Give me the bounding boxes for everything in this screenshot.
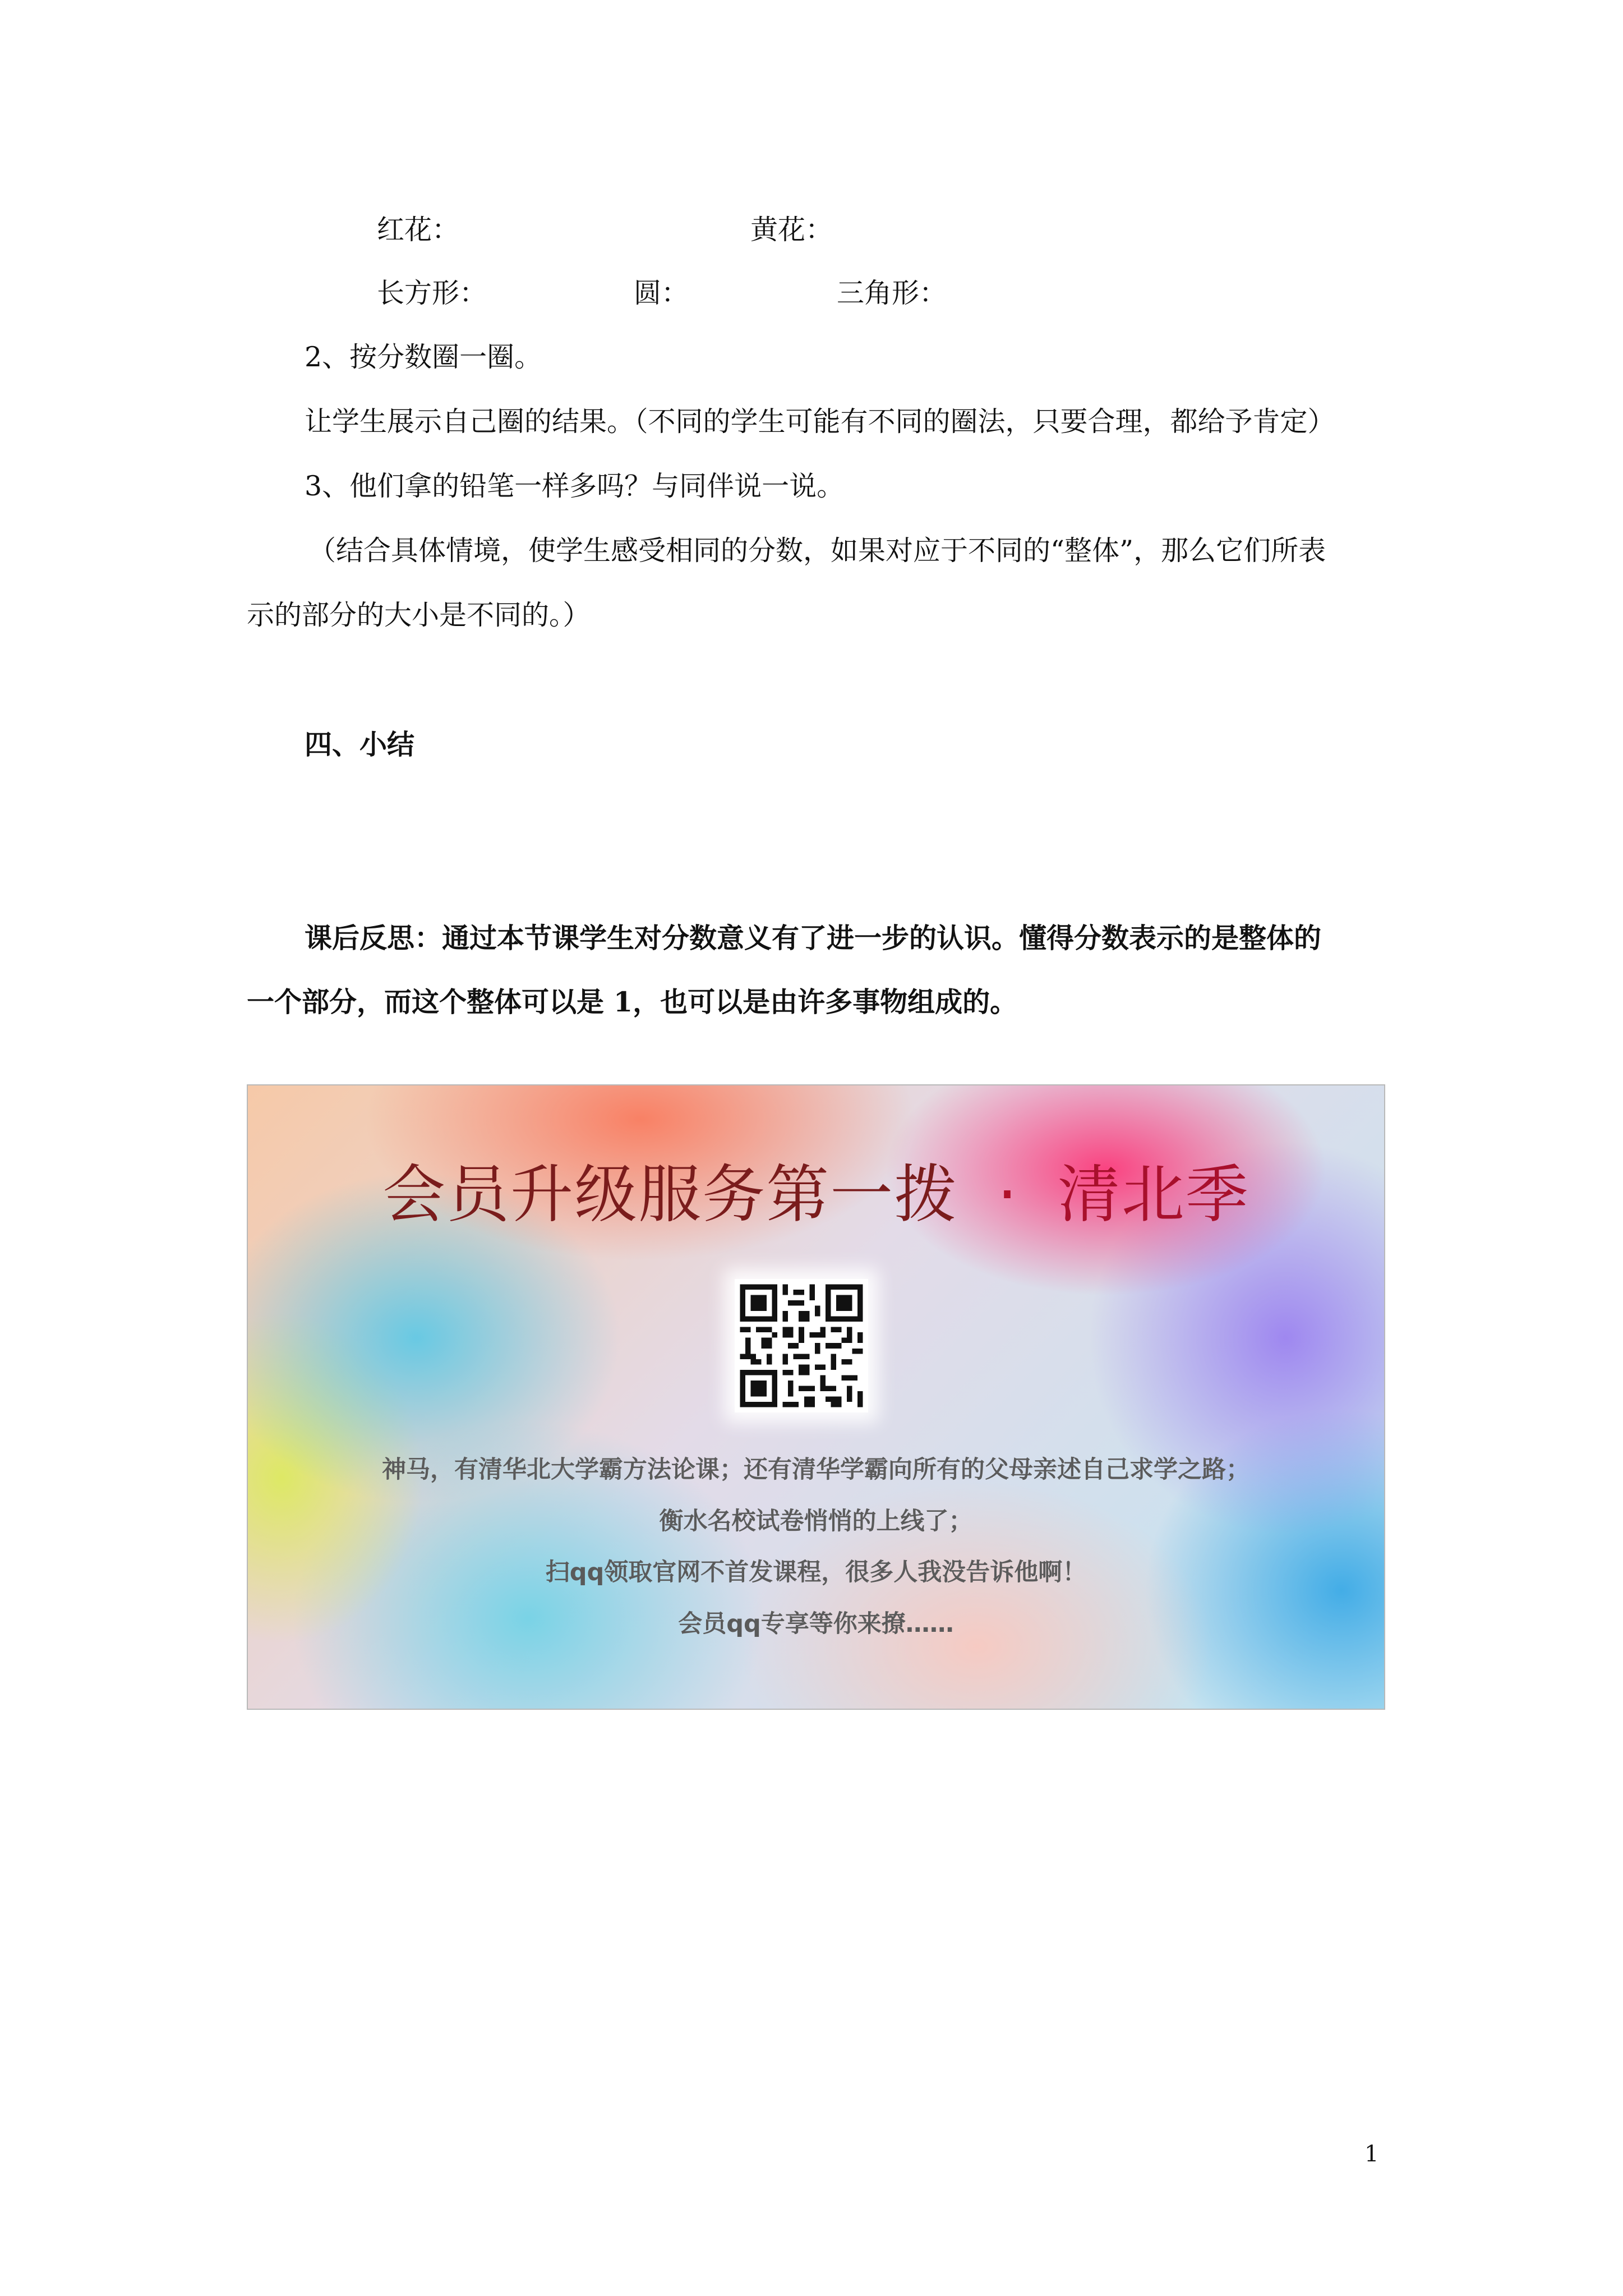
red-flower-label: 红花：	[377, 214, 460, 246]
banner-title	[248, 1158, 1384, 1231]
banner-line1: 神马，有清华北大学霸方法论课；还有清华学霸向所有的父母亲述自己求学之路；	[382, 1456, 1250, 1484]
qr-code-icon[interactable]	[735, 1279, 868, 1412]
triangle-label: 三角形：	[837, 277, 947, 309]
yellow-flower-label: 黄花：	[750, 214, 833, 246]
rectangle-label: 长方形：	[377, 277, 487, 309]
banner-line4: 会员qq专享等你来撩……	[678, 1610, 954, 1638]
summary-heading: 四、小结	[305, 728, 415, 761]
exercise2-heading: 2、按分数圈一圈。	[305, 341, 542, 373]
reflection-line1: 课后反思：通过本节课学生对分数意义有了进一步的认识。懂得分数表示的是整体的	[305, 922, 1322, 954]
banner-title-right: 清北季	[1057, 1158, 1249, 1231]
banner-line3: 扫qq领取官网不首发课程，很多人我没告诉他啊！	[545, 1558, 1087, 1586]
promo-banner[interactable]	[247, 1084, 1385, 1710]
banner-title-separator: ·	[997, 1158, 1018, 1231]
banner-title-left: 会员升级服务第一拨	[382, 1158, 958, 1231]
page-number: 1	[1364, 2141, 1379, 2167]
banner-line2: 衡水名校试卷悄悄的上线了；	[659, 1507, 973, 1535]
exercise3-note-line1: （结合具体情境，使学生感受相同的分数，如果对应于不同的“整体”，那么它们所表	[308, 535, 1326, 567]
exercise3-heading: 3、他们拿的铅笔一样多吗？与同伴说一说。	[305, 470, 845, 502]
circle-label: 圆：	[634, 277, 689, 309]
exercise2-note: 让学生展示自己圈的结果。（不同的学生可能有不同的圈法，只要合理，都给予肯定）	[305, 406, 1335, 438]
exercise3-note-line2: 示的部分的大小是不同的。）	[247, 599, 591, 631]
reflection-line2: 一个部分，而这个整体可以是 1，也可以是由许多事物组成的。	[247, 986, 1018, 1018]
